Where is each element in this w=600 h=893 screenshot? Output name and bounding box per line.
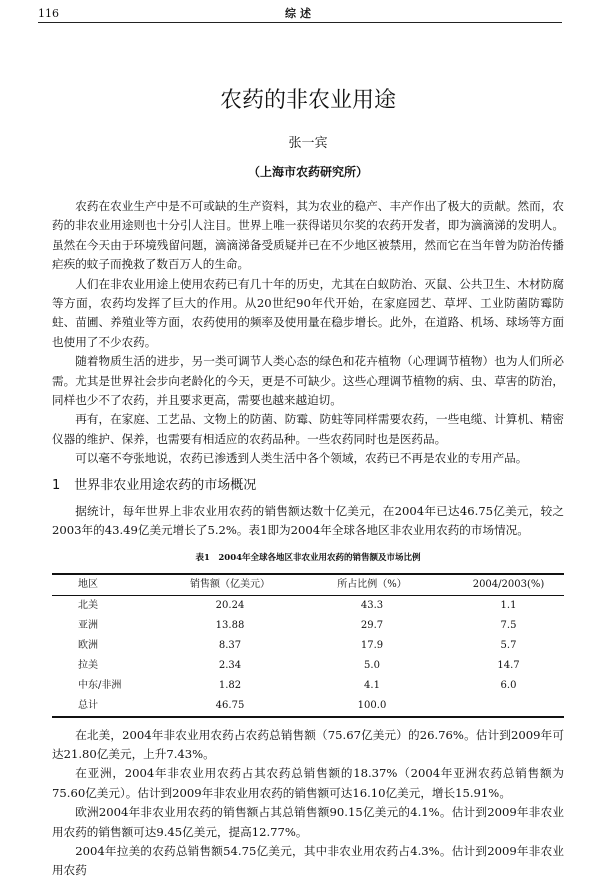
page-number: 116 [38, 7, 59, 20]
paragraph: 农药在农业生产中是不可或缺的生产资料，其为农业的稳产、丰产作出了极大的贡献。然而，农药的非农业用途则也十分引人注目。世界上唯一获得诺贝尔奖的农药开发者，即为滴滴涕的发明人。虽然在今天由于环境残留问题，滴滴涕备受质疑并已在不少地区被禁用，然而它在当年曾为防治传播疟疾的蚊子而挽救了数百万人的生命。 [52, 199, 564, 272]
paragraph: 人们在非农业用途上使用农药已有几十年的历史，尤其在白蚁防治、灭鼠、公共卫生、木材防腐等方面，农药均发挥了巨大的作用。从20世纪90年代开始，在家庭园艺、草坪、工业防菌防霉防蛀、苗圃、养殖业等方面，农药使用的频率及使用量在稳步增长。此外，在道路、机场、球场等方面也使用了不少农药。 [52, 276, 564, 349]
table-cell: 43.3 [360, 599, 384, 611]
running-header [38, 6, 562, 23]
column-header: 2004/2003(%) [453, 574, 564, 596]
table-cell: 欧洲 [78, 639, 98, 651]
table-cell: 1.82 [218, 679, 242, 691]
table-cell: 17.9 [360, 639, 384, 651]
paragraph: 欧洲2004年非农业用农药的销售额占其总销售额90.15亿美元的4.1%。估计到2009年非农业用农药的销售额可达9.45亿美元，提高12.77%。 [52, 805, 564, 839]
table-cell: 29.7 [360, 619, 384, 631]
article-title: 农药的非农业用途 [219, 88, 396, 113]
table-row [52, 696, 564, 717]
article-body [52, 197, 564, 541]
table-cell: 2.34 [218, 659, 242, 671]
table-cell: 8.37 [218, 639, 242, 651]
table-cell: 5.0 [364, 659, 380, 671]
table-cell: 1.1 [500, 599, 517, 611]
affiliation: （上海市农药研究所） [247, 165, 368, 179]
paragraph: 可以毫不夸张地说，农药已渗透到人类生活中各个领域，农药已不再是农业的专用产品。 [75, 451, 528, 466]
table-cell: 20.24 [215, 599, 245, 611]
table-body [52, 595, 564, 717]
article-body-continued [52, 726, 564, 881]
paragraph: 随着物质生活的进步，另一类可调节人类心态的绿色和花卉植物（心理调节植物）也为人们所必需。尤其是世界社会步向老龄化的今天，更是不可缺少。这些心理调节植物的病、虫、草害的防治，同样也少不了农药，并且要求更高，需要也越来越迫切。 [52, 354, 564, 408]
table-cell: 拉美 [78, 659, 98, 671]
author: 张一宾 [288, 136, 328, 151]
table-cell: 46.75 [169, 696, 291, 717]
table-row [52, 656, 564, 676]
table-cell: 5.7 [500, 639, 517, 651]
paragraph: 2004年拉美的农药总销售额54.75亿美元，其中非农业用农药占4.3%。估计到2009年非农业用农药 [52, 843, 564, 878]
section-title: 世界非农业用途农药的市场概况 [74, 477, 257, 493]
section-number: 1 [52, 477, 61, 493]
table-caption: 表1 2004年全球各地区非农业用农药的销售额及市场比例 [195, 552, 421, 563]
column-header: 所占比例（%） [291, 574, 453, 596]
section-heading [52, 476, 564, 496]
table-row [52, 595, 564, 616]
table-row [52, 636, 564, 656]
table-cell: 100.0 [291, 696, 453, 717]
column-header: 销售额（亿美元） [169, 574, 291, 596]
column-header: 地区 [52, 574, 169, 596]
paragraph: 据统计，每年世界上非农业用农药的销售额达数十亿美元，在2004年已达46.75亿美元，较之2003年的43.49亿美元增长了5.2%。表1即为2004年全球各地区非农业用农药的市场情况。 [52, 503, 564, 538]
market-table [52, 573, 564, 718]
table-cell: 北美 [78, 599, 98, 611]
table-cell: 中东/非洲 [78, 679, 122, 691]
table-cell: 总计 [52, 696, 169, 717]
paragraph: 在亚洲，2004年非农业用农药占其农药总销售额的18.37%（2004年亚洲农药总销售额为75.60亿美元）。估计到2009年非农业用农药的销售额可达16.10亿美元，增长15.91%。 [52, 766, 564, 800]
paragraph: 在北美，2004年非农业用农药占农药总销售额（75.67亿美元）的26.76%。估计到2009年可达21.80亿美元，上升7.43%。 [52, 727, 564, 761]
table-cell: 14.7 [497, 659, 520, 671]
table-row [52, 616, 564, 636]
paragraph: 再有，在家庭、工艺品、文物上的防菌、防霉、防蛀等同样需要农药，一些电缆、计算机、精密仪器的维护、保养，也需要有相适应的农药品种。一些农药同时也是医药品。 [52, 412, 564, 446]
section-label: 综述 [285, 7, 315, 20]
table-cell: 亚洲 [78, 619, 98, 631]
table-cell: 6.0 [500, 679, 517, 691]
table-cell [453, 696, 564, 717]
table-cell: 7.5 [500, 619, 517, 631]
table-header-row [52, 574, 564, 596]
table-row [52, 676, 564, 696]
table-cell: 13.88 [215, 619, 245, 631]
table-cell: 4.1 [364, 679, 380, 691]
